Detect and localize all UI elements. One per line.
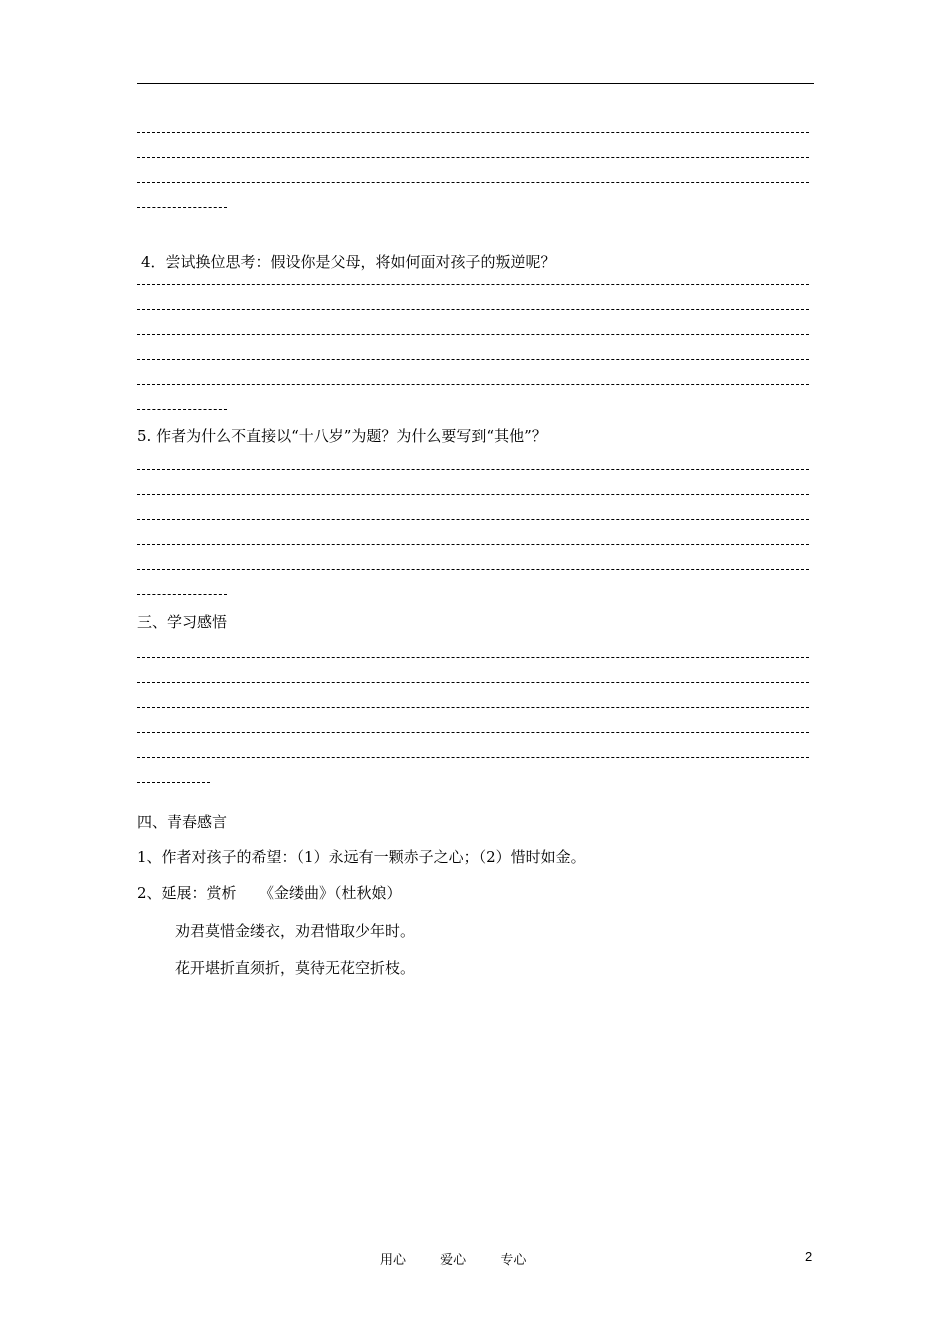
- dash-line: [137, 695, 809, 720]
- question-4: 4．尝试换位思考：假设你是父母，将如何面对孩子的叛逆呢？: [141, 253, 556, 271]
- section-4-title: 四、青春感言: [137, 813, 228, 831]
- dash-line: [137, 145, 809, 170]
- dash-line: [137, 397, 227, 422]
- footer-word-2: 爱心: [440, 1253, 467, 1268]
- dash-line: [137, 120, 809, 145]
- dash-line: [137, 645, 809, 670]
- answer-lines-q5: [137, 457, 809, 607]
- dash-line: [137, 195, 227, 220]
- dash-line: [137, 720, 809, 745]
- dash-line: [137, 557, 809, 582]
- dash-line: [137, 372, 809, 397]
- footer-word-1: 用心: [380, 1253, 407, 1268]
- poem-line-1: 劝君莫惜金缕衣，劝君惜取少年时。: [175, 922, 416, 940]
- dash-line: [137, 482, 809, 507]
- answer-lines-q4: [137, 272, 809, 422]
- dash-line: [137, 582, 227, 607]
- poem-line-2: 花开堪折直须折，莫待无花空折枝。: [175, 959, 416, 977]
- dash-line: [137, 272, 809, 297]
- dash-line: [137, 745, 809, 770]
- footer-word-3: 专心: [500, 1253, 527, 1268]
- dash-line: [137, 507, 809, 532]
- dash-line: [137, 457, 809, 482]
- header-rule: [137, 83, 814, 84]
- dash-line: [137, 322, 809, 347]
- dash-line: [137, 670, 809, 695]
- question-5: 5. 作者为什么不直接以“十八岁”为题？为什么要写到“其他”？: [137, 427, 547, 445]
- section-4-item-1: 1、作者对孩子的希望：（1）永远有一颗赤子之心；（2）惜时如金。: [137, 848, 586, 866]
- dash-line: [137, 170, 809, 195]
- answer-lines-q3: [137, 120, 809, 220]
- dash-line: [137, 297, 809, 322]
- dash-line: [137, 770, 210, 795]
- dash-line: [137, 347, 809, 372]
- footer-motto: [380, 1249, 556, 1268]
- answer-lines-section-3: [137, 645, 809, 795]
- section-4-item-2: 2、延展：赏析 《金缕曲》（杜秋娘）: [137, 884, 402, 902]
- section-3-title: 三、学习感悟: [137, 613, 228, 631]
- dash-line: [137, 532, 809, 557]
- page-number: 2: [805, 1249, 813, 1264]
